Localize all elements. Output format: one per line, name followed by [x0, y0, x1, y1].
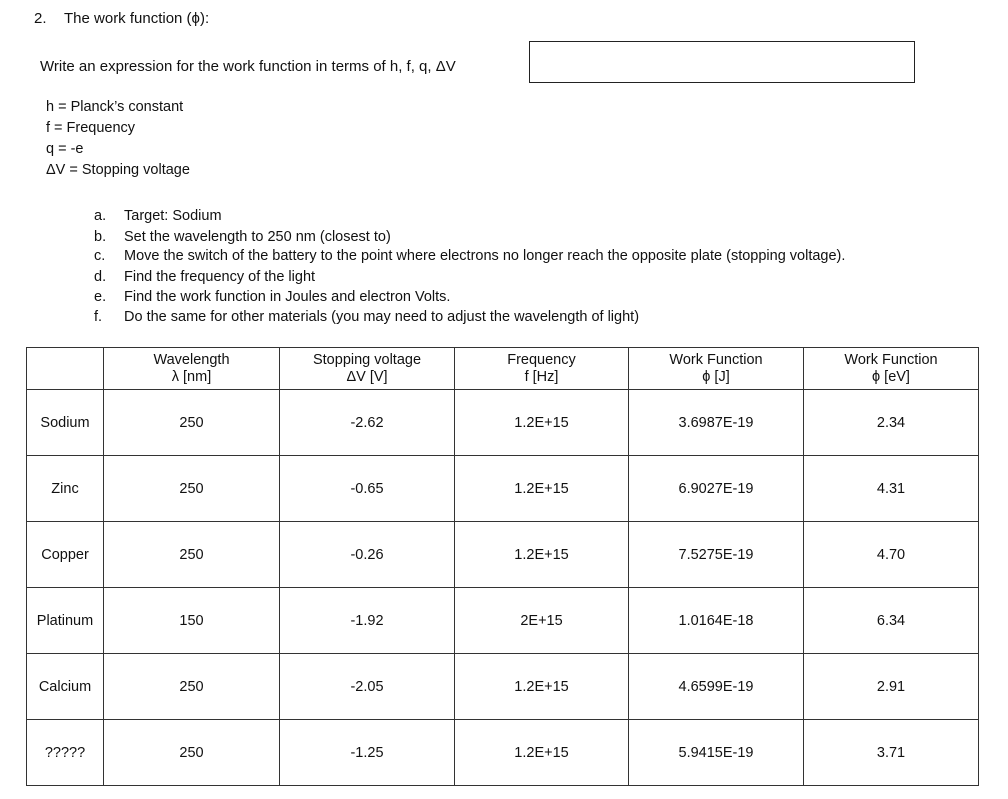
cell-work-function-joules: 3.6987E-19 [629, 390, 804, 456]
step-text: Find the frequency of the light [124, 269, 316, 285]
cell-material: Copper [27, 522, 104, 588]
definition-q: q = -e [46, 141, 84, 157]
header-frequency: Frequency f [Hz] [455, 348, 629, 390]
cell-stopping-voltage: -2.62 [280, 390, 455, 456]
cell-frequency: 1.2E+15 [455, 522, 629, 588]
step-item [94, 229, 391, 245]
cell-stopping-voltage: -2.05 [280, 654, 455, 720]
cell-wavelength: 250 [104, 522, 280, 588]
cell-material: Platinum [27, 588, 104, 654]
step-item [94, 208, 222, 224]
cell-work-function-ev: 2.91 [804, 654, 979, 720]
cell-stopping-voltage: -1.25 [280, 720, 455, 786]
cell-material: Calcium [27, 654, 104, 720]
cell-material: ????? [27, 720, 104, 786]
cell-work-function-ev: 4.70 [804, 522, 979, 588]
cell-wavelength: 250 [104, 654, 280, 720]
cell-material: Zinc [27, 456, 104, 522]
cell-frequency: 2E+15 [455, 588, 629, 654]
cell-wavelength: 250 [104, 390, 280, 456]
step-letter: e. [94, 289, 107, 305]
expression-answer-field[interactable] [529, 41, 915, 83]
step-letter: c. [94, 248, 106, 264]
step-item [94, 248, 845, 264]
step-letter: a. [94, 208, 107, 224]
cell-work-function-joules: 7.5275E-19 [629, 522, 804, 588]
step-letter: b. [94, 229, 107, 245]
cell-work-function-ev: 4.31 [804, 456, 979, 522]
cell-wavelength: 150 [104, 588, 280, 654]
step-text: Move the switch of the battery to the point where electrons no longer reach the opposite plate (stopping voltage). [124, 248, 846, 264]
table-row [27, 720, 979, 786]
cell-stopping-voltage: -1.92 [280, 588, 455, 654]
cell-wavelength: 250 [104, 456, 280, 522]
definition-h: h = Planck’s constant [46, 99, 184, 115]
step-item [94, 269, 315, 285]
header-material [27, 348, 104, 390]
cell-work-function-joules: 6.9027E-19 [629, 456, 804, 522]
header-work-function-joules: Work Function ϕ [J] [629, 348, 804, 390]
table-row [27, 654, 979, 720]
cell-frequency: 1.2E+15 [455, 390, 629, 456]
cell-wavelength: 250 [104, 720, 280, 786]
cell-work-function-ev: 3.71 [804, 720, 979, 786]
step-text: Target: Sodium [124, 208, 222, 224]
step-item [94, 309, 639, 325]
header-wavelength: Wavelength λ [nm] [104, 348, 280, 390]
section-number: 2. [34, 10, 47, 27]
step-letter: f. [94, 309, 103, 325]
table-row [27, 588, 979, 654]
cell-work-function-joules: 5.9415E-19 [629, 720, 804, 786]
cell-work-function-ev: 6.34 [804, 588, 979, 654]
cell-work-function-joules: 1.0164E-18 [629, 588, 804, 654]
cell-stopping-voltage: -0.65 [280, 456, 455, 522]
table-header-row [27, 348, 979, 390]
table-row [27, 456, 979, 522]
section-heading: The work function (ϕ): [64, 10, 210, 27]
section-title [34, 10, 209, 27]
header-work-function-ev: Work Function ϕ [eV] [804, 348, 979, 390]
cell-work-function-joules: 4.6599E-19 [629, 654, 804, 720]
header-stopping-voltage: Stopping voltage ΔV [V] [280, 348, 455, 390]
cell-material: Sodium [27, 390, 104, 456]
cell-frequency: 1.2E+15 [455, 654, 629, 720]
step-text: Set the wavelength to 250 nm (closest to) [124, 229, 391, 245]
step-text: Do the same for other materials (you may need to adjust the wavelength of light) [124, 309, 640, 325]
cell-work-function-ev: 2.34 [804, 390, 979, 456]
cell-frequency: 1.2E+15 [455, 456, 629, 522]
expression-prompt: Write an expression for the work function in terms of h, f, q, ΔV [40, 58, 456, 75]
table-row [27, 390, 979, 456]
table-row [27, 522, 979, 588]
definition-f: f = Frequency [46, 120, 136, 136]
definition-delta-v: ΔV = Stopping voltage [46, 162, 190, 178]
work-function-table [26, 347, 979, 786]
step-text: Find the work function in Joules and electron Volts. [124, 289, 451, 305]
cell-frequency: 1.2E+15 [455, 720, 629, 786]
step-letter: d. [94, 269, 107, 285]
step-item [94, 289, 450, 305]
cell-stopping-voltage: -0.26 [280, 522, 455, 588]
